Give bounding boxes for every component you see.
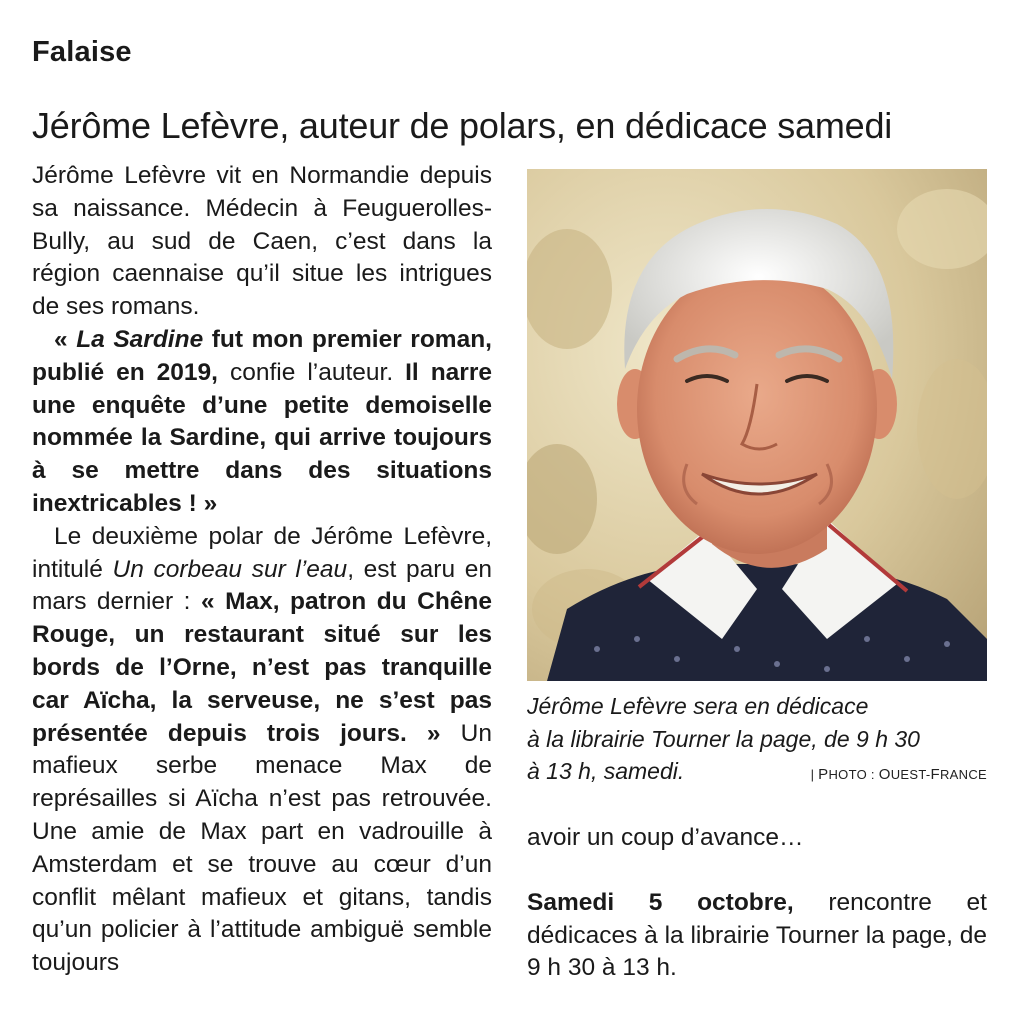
caption-line-1: Jérôme Lefèvre sera en dédicace [527, 693, 869, 719]
event-details: rencontre et dédicaces à la librairie Tourner la page, de 9 h 30 à 13 h. [527, 888, 987, 982]
quote-part-1: fut mon premier roman, publié en 2019, [32, 325, 492, 386]
quote-part-2: Il narre une enquête d’une petite demoiselle nommée la Sardine, qui arrive toujours à se mettre dans des situations inextricables ! » [32, 358, 492, 517]
caption-line-3-row [527, 755, 987, 792]
book-title-sardine: La Sardine [76, 325, 204, 353]
second-novel-intro: Le deuxième polar de Jérôme Lefèvre, intitulé [32, 522, 492, 583]
paragraph-second-novel [32, 521, 492, 980]
second-novel-date: , est paru en mars dernier : [32, 555, 492, 616]
paragraph-intro: Jérôme Lefèvre vit en Normandie depuis sa naissance. Médecin à Feuguerolles-Bully, au sud de Caen, c’est dans la région caennaise qu’il situe les intrigues de ses romans. [32, 162, 492, 321]
event-date: Samedi 5 octobre, [527, 888, 794, 916]
paragraph-continuation: avoir un coup d’avance… [527, 824, 804, 851]
book-title-corbeau: Un corbeau sur l’eau [112, 555, 348, 583]
quote-open: « [54, 325, 77, 353]
paragraph-first-novel [32, 324, 492, 521]
event-info [527, 887, 987, 985]
second-novel-plot: Un mafieux serbe menace Max de représailles si Aïcha n’est pas retrouvée. Une amie de Max part en vadrouille à Amsterdam et se trouve au cœur d’un conflit mêlant mafieux et gitans, tandis qu’un policier à l’attitude ambiguë semble toujours [32, 719, 492, 977]
author-portrait-image [527, 169, 987, 681]
caption-line-2: à la librairie Tourner la page, de 9 h 30 [527, 725, 920, 752]
author-photo [527, 169, 987, 681]
attribution: confie l’auteur. [218, 358, 394, 386]
rubric-title: Falaise [32, 36, 132, 68]
photo-caption [527, 690, 987, 792]
second-novel-quote: « Max, patron du Chêne Rouge, un restaurant situé sur les bords de l’Orne, n’est pas tranquille car Aïcha, la serveuse, ne s’est pas présentée depuis trois jours. » [32, 588, 493, 747]
photo-credit: | PHOTO : OUEST-FRANCE [810, 766, 987, 783]
article-body-left [32, 160, 492, 980]
caption-line-3: à 13 h, samedi. [527, 758, 685, 784]
article-headline: Jérôme Lefèvre, auteur de polars, en dédicace samedi [32, 105, 893, 146]
article-body-right [527, 822, 987, 985]
